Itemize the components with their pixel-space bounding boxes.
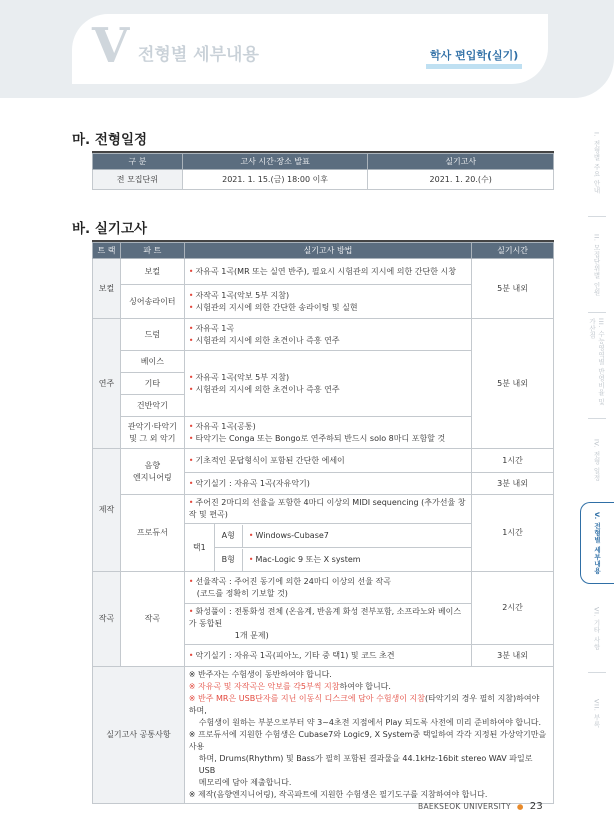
footer-university: BAEKSEOK UNIVERSITY bbox=[418, 802, 511, 811]
col-header: 파 트 bbox=[120, 243, 184, 259]
part-cell bbox=[120, 417, 184, 449]
method-text: 선율작곡 : 주어진 동기에 의한 24마디 이상의 선율 작곡 bbox=[195, 576, 392, 586]
part-cell: 베이스 bbox=[120, 351, 184, 373]
method-text: 화성풀이 : 전통화성 전체 (온음계, 반음계 화성 전부포함, 소프라노와 베이스가 동합된 bbox=[188, 607, 462, 628]
part-line: 및 그 외 악기 bbox=[129, 433, 176, 443]
side-nav-label: VI. 기타 사항 bbox=[592, 607, 601, 651]
subtitle-underline bbox=[426, 64, 522, 69]
bullet-icon: • bbox=[188, 650, 194, 660]
side-nav bbox=[580, 98, 614, 803]
part-line: 음향 bbox=[144, 460, 161, 470]
side-nav-item[interactable] bbox=[580, 118, 614, 208]
bullet-icon: • bbox=[188, 576, 194, 586]
part-cell: 싱어송라이터 bbox=[120, 285, 184, 319]
bullet-icon: • bbox=[188, 302, 194, 312]
time-cell: 3분 내외 bbox=[472, 473, 554, 495]
note-line: 메모리에 담아 제출합니다. bbox=[198, 778, 292, 787]
method-cell bbox=[184, 645, 471, 667]
footer-dot-icon: ● bbox=[516, 802, 524, 811]
bullet-icon: • bbox=[188, 455, 194, 465]
side-divider bbox=[588, 312, 606, 313]
method-cell bbox=[184, 417, 471, 449]
common-notes bbox=[184, 667, 553, 804]
method-text: 자유곡 1곡(MR 또는 실연 반주), 필요시 시험관의 지시에 의한 간단한 시창 bbox=[195, 266, 456, 276]
part-cell bbox=[120, 449, 184, 495]
bullet-icon: • bbox=[188, 290, 194, 300]
option-type: B형 bbox=[215, 549, 243, 571]
side-nav-label: V. 전형별 세부내용 bbox=[593, 511, 601, 575]
part-cell: 보컬 bbox=[120, 259, 184, 285]
common-label: 실기고사 공통사항 bbox=[93, 667, 185, 804]
method-cell bbox=[184, 285, 471, 319]
bullet-icon: • bbox=[188, 335, 194, 345]
note-highlight: ※ 자유곡 및 자작곡은 악보를 각5부씩 지참 bbox=[188, 682, 340, 691]
part-line: 엔지니어링 bbox=[133, 472, 172, 482]
time-cell: 2시간 bbox=[472, 572, 554, 645]
schedule-exam: 2021. 1. 20.(수) bbox=[368, 170, 554, 190]
note-line: ※ 반주자는 수험생이 동반하여야 합니다. bbox=[188, 670, 332, 679]
note-line: ※ 제작(음향엔지니어링), 작곡파트에 지원한 수험생은 필기도구를 지참하여야 합니다. bbox=[188, 790, 488, 799]
method-cell bbox=[184, 473, 471, 495]
note-line: ※ 프로듀서에 지원한 수험생은 Cubase7와 Logic9, X System중 택일하여 각각 지정된 가상악기만을 사용 bbox=[188, 730, 547, 751]
part-line: 관악기·타악기 bbox=[127, 421, 177, 431]
method-cell bbox=[184, 495, 471, 524]
track-cell: 보컬 bbox=[93, 259, 121, 319]
side-nav-label: III. 수능영역별 반영비율 및 가산점 bbox=[588, 318, 605, 406]
track-cell: 작곡 bbox=[93, 572, 121, 667]
method-text: 자작곡 1곡(악보 5부 지참) bbox=[195, 290, 290, 300]
bullet-icon: • bbox=[188, 498, 194, 507]
side-nav-label: II. 모집단위별 인원 bbox=[592, 234, 601, 296]
side-divider bbox=[588, 672, 606, 673]
bullet-icon: • bbox=[188, 266, 194, 276]
side-nav-item-active[interactable] bbox=[580, 502, 614, 584]
method-cell bbox=[184, 351, 471, 417]
method-text: 악기실기 : 자유곡 1곡(자유악기) bbox=[195, 478, 310, 488]
method-text: (코드를 정확히 기보할 것) bbox=[196, 588, 288, 598]
option-value: Mac-Logic 9 또는 X system bbox=[255, 554, 361, 564]
table-row bbox=[93, 572, 554, 604]
col-header: 고사 시간·장소 발표 bbox=[182, 154, 368, 170]
side-nav-label: I. 전형별 주요 안내 bbox=[592, 132, 601, 194]
footer bbox=[418, 801, 543, 812]
time-cell: 5분 내외 bbox=[472, 319, 554, 449]
note-highlight: ※ 반주 MR은 USB단자를 지닌 이동식 디스크에 담아 수험생이 지참 bbox=[188, 694, 425, 703]
track-cell: 연주 bbox=[93, 319, 121, 449]
part-cell: 건반악기 bbox=[120, 395, 184, 417]
method-text: 악기실기 : 자유곡 1곡(피아노, 기타 중 택1) 및 코드 초견 bbox=[195, 650, 395, 660]
side-nav-label: VII. 부록 bbox=[592, 698, 601, 728]
note-line: 수험생이 원하는 부분으로부터 약 3~4초전 지점에서 Play 되도록 사전에 미리 준비하여야 합니다. bbox=[198, 718, 542, 727]
chapter-title: 전형별 세부내용 bbox=[138, 45, 259, 65]
method-cell bbox=[184, 572, 471, 604]
method-cell bbox=[184, 449, 471, 473]
side-nav-label: IV. 전형 일정 bbox=[592, 438, 601, 482]
method-text: 시험관의 지시에 의한 초견이나 즉흥 연주 bbox=[195, 335, 340, 345]
note-text: 하여야 합니다. bbox=[339, 682, 391, 691]
method-text: 자유곡 1곡(공통) bbox=[195, 421, 256, 431]
time-cell: 1시간 bbox=[472, 495, 554, 572]
time-cell: 5분 내외 bbox=[472, 259, 554, 319]
part-cell: 작곡 bbox=[120, 572, 184, 667]
bullet-icon: • bbox=[188, 478, 194, 488]
method-text: 자유곡 1곡 bbox=[195, 323, 235, 333]
practical-header-row bbox=[93, 243, 554, 259]
method-text: 자유곡 1곡(악보 5부 지참) bbox=[195, 372, 290, 382]
bullet-icon: • bbox=[188, 372, 194, 382]
practical-heading: 바. 실기고사 bbox=[72, 221, 148, 237]
method-cell bbox=[184, 319, 471, 351]
table-row bbox=[93, 449, 554, 473]
schedule-row bbox=[93, 170, 554, 190]
part-cell: 프로듀서 bbox=[120, 495, 184, 572]
option-row bbox=[214, 548, 471, 572]
side-nav-item[interactable] bbox=[580, 222, 614, 308]
method-text: 1개 문제) bbox=[234, 631, 269, 640]
table-row bbox=[93, 667, 554, 804]
method-cell bbox=[184, 259, 471, 285]
method-text: 주어진 2마디의 선율을 포함한 4마디 이상의 MIDI sequencing (추가선율 창작 및 편곡) bbox=[188, 498, 466, 519]
schedule-table bbox=[92, 153, 554, 190]
side-divider bbox=[588, 418, 606, 419]
chapter-numeral: V bbox=[92, 18, 130, 74]
col-header: 트 랙 bbox=[93, 243, 121, 259]
part-cell: 기타 bbox=[120, 373, 184, 395]
bullet-icon: • bbox=[248, 554, 254, 564]
method-text: 타악기는 Conga 또는 Bongo로 연주하되 반드시 solo 8마디 포함할 것 bbox=[195, 433, 446, 443]
method-text: 기초적인 문답형식이 포함된 간단한 에세이 bbox=[195, 455, 345, 465]
part-cell: 드럼 bbox=[120, 319, 184, 351]
schedule-heading: 마. 전형일정 bbox=[72, 132, 148, 148]
bullet-icon: • bbox=[188, 323, 194, 333]
bullet-icon: • bbox=[188, 433, 194, 443]
table-row bbox=[93, 259, 554, 285]
side-nav-item[interactable] bbox=[580, 318, 614, 414]
practical-table bbox=[92, 242, 554, 804]
note-line bbox=[189, 681, 549, 693]
note-line: 하며, Drums(Rhythm) 및 Bass가 필히 포함된 결과물을 44.1kHz-16bit stereo WAV 파일로 USB bbox=[198, 754, 533, 775]
side-nav-item[interactable] bbox=[580, 424, 614, 496]
col-header: 실기시간 bbox=[472, 243, 554, 259]
table-row bbox=[93, 495, 554, 524]
method-cell bbox=[184, 604, 471, 645]
col-header: 실기고사 방법 bbox=[184, 243, 471, 259]
time-cell: 3분 내외 bbox=[472, 645, 554, 667]
bullet-icon: • bbox=[248, 530, 254, 540]
option-row bbox=[214, 524, 471, 548]
chapter-subtitle: 학사 편입학(실기) bbox=[430, 49, 519, 62]
bullet-icon: • bbox=[188, 421, 194, 431]
schedule-header-row bbox=[93, 154, 554, 170]
side-divider bbox=[588, 216, 606, 217]
option-value: Windows-Cubase7 bbox=[255, 530, 329, 540]
side-nav-item[interactable] bbox=[580, 592, 614, 666]
option-type: A형 bbox=[215, 525, 243, 547]
note-text: (타악기의 경우 필히 지참)하여야 하며, bbox=[188, 694, 540, 715]
side-nav-item[interactable] bbox=[580, 678, 614, 748]
track-cell: 제작 bbox=[93, 449, 121, 572]
schedule-unit: 전 모집단위 bbox=[93, 170, 183, 190]
table-row bbox=[93, 319, 554, 351]
bullet-icon: • bbox=[188, 384, 194, 394]
time-cell: 1시간 bbox=[472, 449, 554, 473]
note-line bbox=[189, 693, 549, 717]
method-text: 시험관의 지시에 의한 초견이나 즉흥 연주 bbox=[195, 384, 340, 394]
method-text: 시험관의 지시에 의한 간단한 송라이팅 및 실현 bbox=[195, 302, 358, 312]
col-header: 구 분 bbox=[93, 154, 183, 170]
page-number: 23 bbox=[529, 801, 544, 812]
schedule-announce: 2021. 1. 15.(금) 18:00 이후 bbox=[182, 170, 368, 190]
choice-cell: 택1 bbox=[184, 524, 214, 572]
bullet-icon: • bbox=[188, 607, 194, 616]
col-header: 실기고사 bbox=[368, 154, 554, 170]
